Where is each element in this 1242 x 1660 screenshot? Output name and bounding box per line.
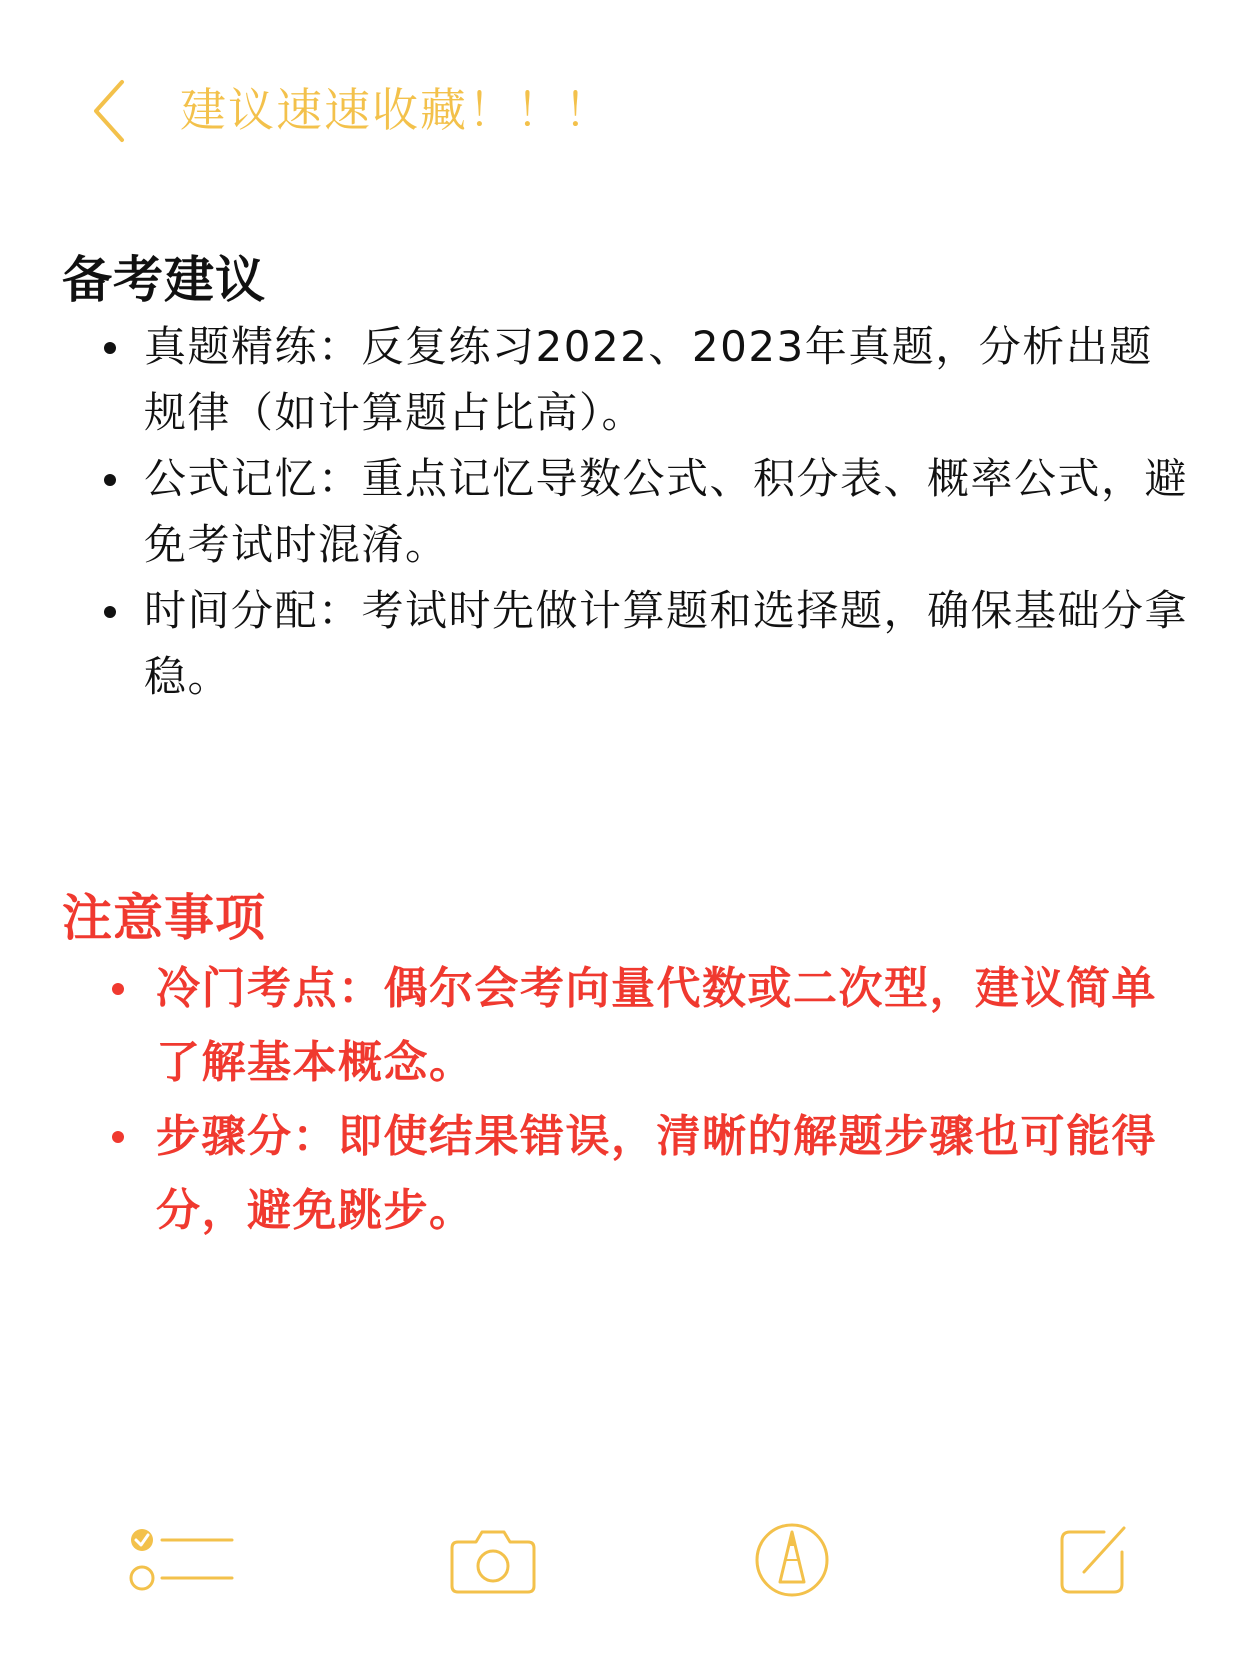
list-item: [62, 1100, 1192, 1248]
checklist-icon: [128, 1520, 238, 1600]
note-body[interactable]: [62, 248, 1192, 1248]
exam-tips-list: [62, 314, 1192, 710]
bullet-icon: [112, 1131, 124, 1143]
navigation-bar: [0, 60, 1242, 160]
bullet-icon: [112, 983, 124, 995]
bullet-icon: [104, 474, 116, 486]
bottom-toolbar: [0, 1510, 1242, 1610]
list-item: [62, 578, 1192, 710]
note-title: 建议速速收藏！！！: [180, 83, 612, 137]
list-item: [62, 952, 1192, 1100]
markup-button[interactable]: [752, 1520, 832, 1600]
bullet-icon: [104, 342, 116, 354]
chevron-left-icon: [86, 76, 136, 146]
camera-icon: [448, 1520, 538, 1600]
list-item-text: 步骤分：即使结果错误，清晰的解题步骤也可能得分，避免跳步。: [156, 1111, 1157, 1236]
section-heading-notes: 注意事项: [62, 889, 266, 947]
list-item-text: 真题精练：反复练习2022、2023年真题，分析出题规律（如计算题占比高）。: [144, 322, 1153, 437]
bullet-icon: [104, 606, 116, 618]
compose-button[interactable]: [1054, 1520, 1134, 1600]
notes-list: [62, 952, 1192, 1248]
back-button[interactable]: [86, 76, 136, 146]
list-item-text: 公式记忆：重点记忆导数公式、积分表、概率公式，避免考试时混淆。: [144, 454, 1189, 569]
compose-icon: [1054, 1520, 1134, 1600]
section-heading-exam-tips: 备考建议: [62, 251, 266, 309]
list-item-text: 时间分配：考试时先做计算题和选择题，确保基础分拿稳。: [144, 586, 1189, 701]
list-item-text: 冷门考点：偶尔会考向量代数或二次型，建议简单了解基本概念。: [156, 963, 1157, 1088]
section-spacer: [62, 710, 1192, 886]
list-item: [62, 314, 1192, 446]
list-item: [62, 446, 1192, 578]
checklist-button[interactable]: [128, 1520, 238, 1600]
camera-button[interactable]: [448, 1520, 538, 1600]
markup-icon: [752, 1520, 832, 1600]
